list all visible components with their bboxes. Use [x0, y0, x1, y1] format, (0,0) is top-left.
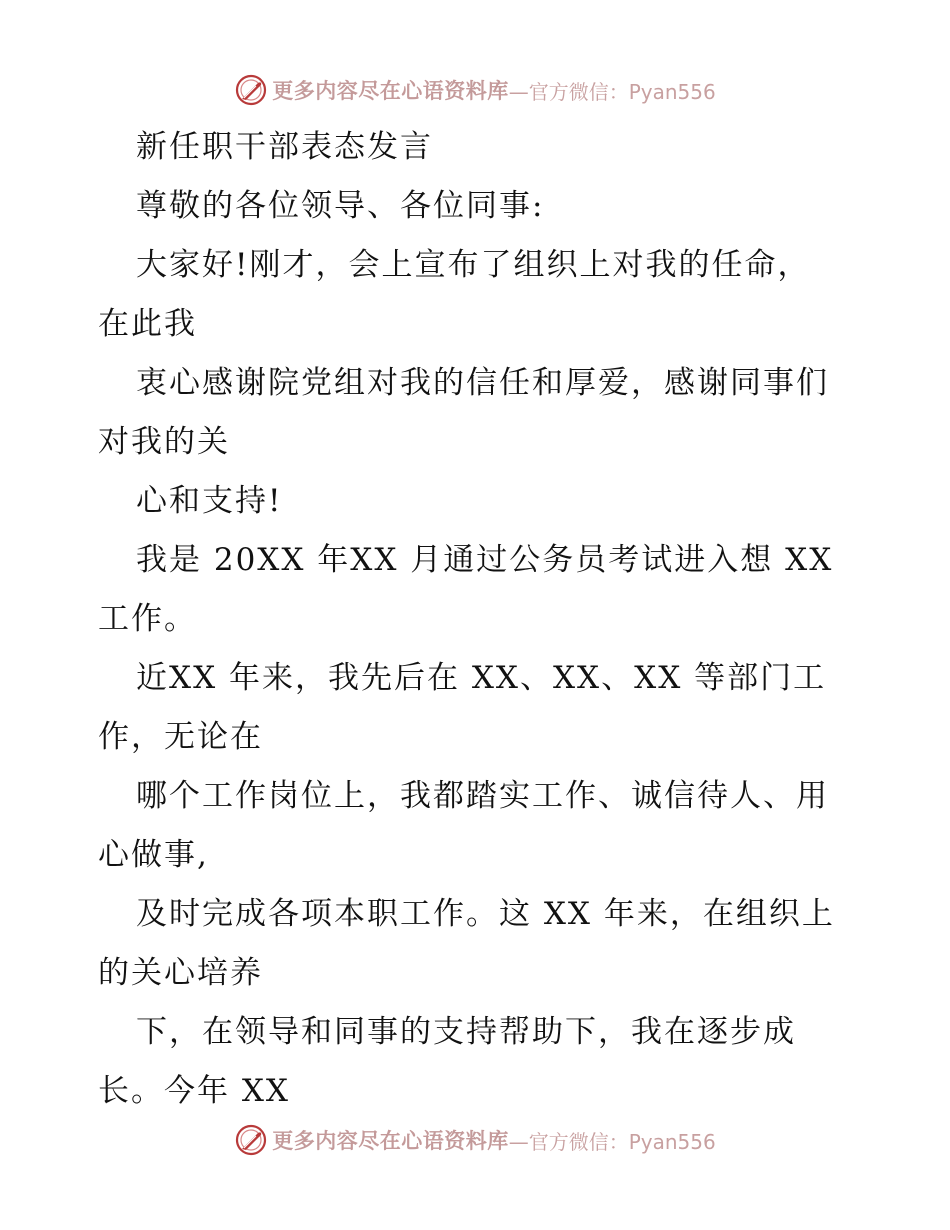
doc-line: 我是 20XX 年XX 月通过公务员考试进入想 XX	[136, 542, 834, 578]
doc-line: 大家好!刚才，会上宣布了组织上对我的任命，	[136, 247, 811, 283]
header-banner	[0, 70, 950, 110]
doc-line: 心做事,	[98, 837, 209, 873]
doc-line: 作，无论在	[98, 719, 263, 755]
doc-line: 及时完成各项本职工作。这 XX 年来，在组织上	[136, 896, 835, 932]
document-body	[98, 118, 858, 1121]
banner-wechat: —官方微信：Pyan556	[508, 1129, 716, 1154]
quill-seal-logo-icon	[234, 73, 268, 107]
banner-wechat: —官方微信：Pyan556	[508, 79, 716, 104]
doc-line: 哪个工作岗位上，我都踏实工作、诚信待人、用	[136, 778, 829, 814]
doc-line: 心和支持!	[136, 483, 283, 519]
banner-text: 更多内容尽在心语资料库	[272, 1128, 509, 1153]
banner-text: 更多内容尽在心语资料库	[272, 78, 509, 103]
doc-line: 在此我	[98, 306, 197, 342]
doc-line: 近XX 年来，我先后在 XX、XX、XX 等部门工	[136, 660, 827, 696]
doc-line: 长。今年 XX	[98, 1073, 290, 1109]
doc-line: 下，在领导和同事的支持帮助下，我在逐步成	[136, 1014, 796, 1050]
doc-line: 对我的关	[98, 424, 230, 460]
doc-title: 新任职干部表态发言	[136, 129, 433, 165]
doc-line: 尊敬的各位领导、各位同事:	[136, 188, 545, 224]
doc-line: 的关心培养	[98, 955, 263, 991]
quill-seal-logo-icon	[234, 1123, 268, 1157]
doc-line: 衷心感谢院党组对我的信任和厚爱，感谢同事们	[136, 365, 829, 401]
doc-line: 工作。	[98, 601, 197, 637]
footer-banner	[0, 1120, 950, 1160]
